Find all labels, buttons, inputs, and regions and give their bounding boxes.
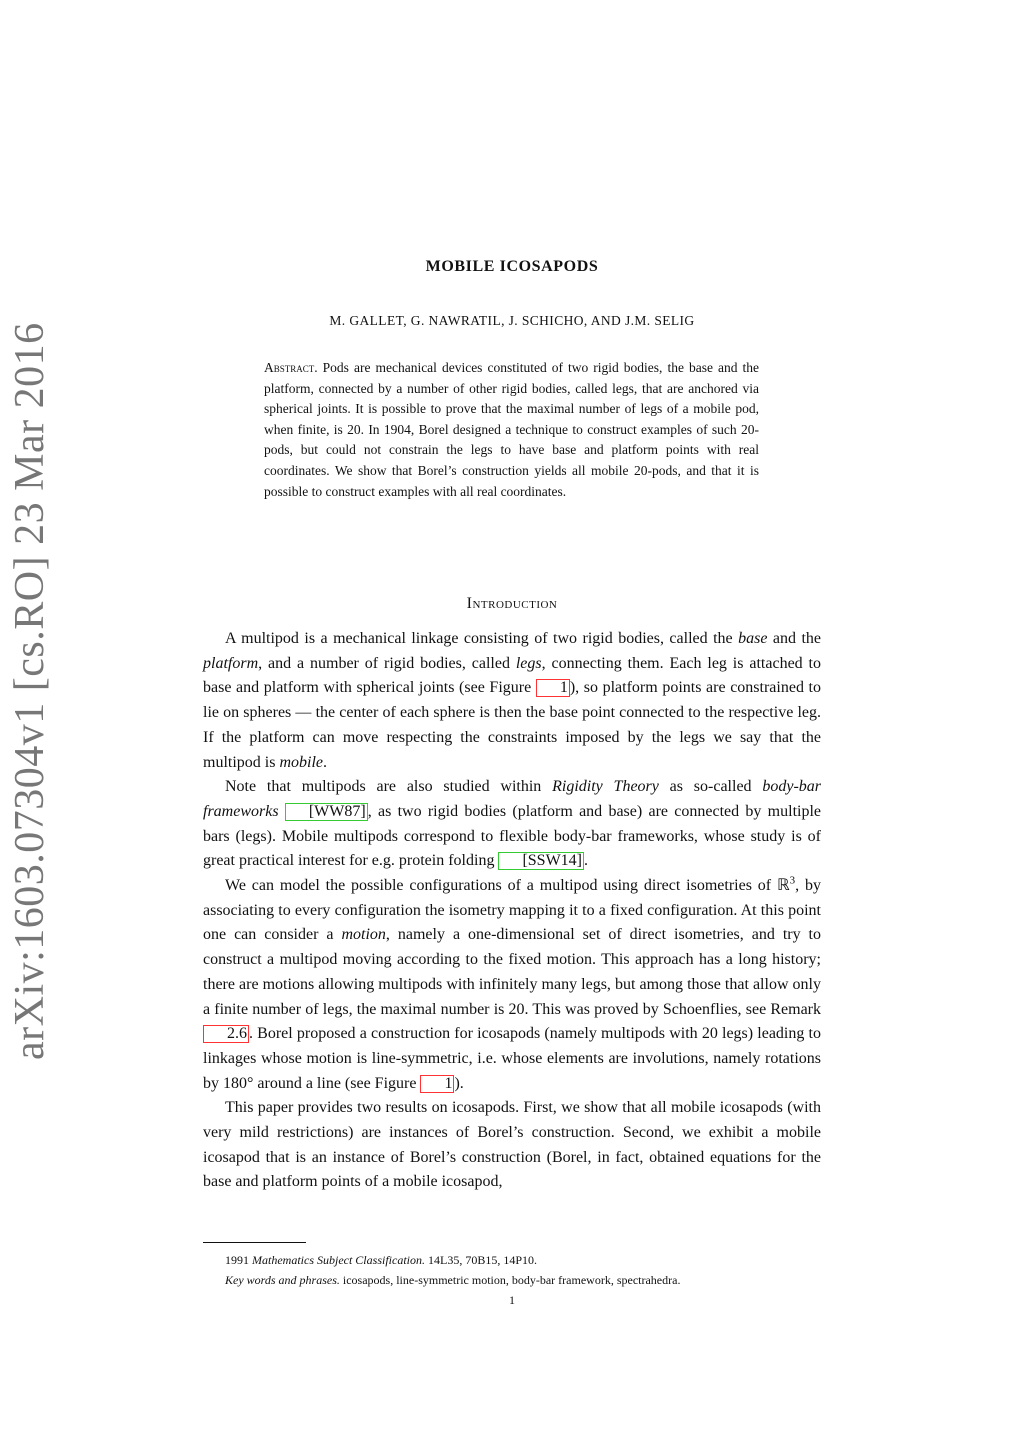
abstract-text: Pods are mechanical devices constituted of two rigid bodies, the base and the platform, connected by a number of other rigid bodies, called legs, that are anchored via spherical joints. It is possible to prove that the maximal number of legs of a mobile pod, when finite, is 20. In 1904, Borel designed a technique to construct examples of such 20-pods, but could not constrain the legs to have base and platform points with real coordinates. We show that Borel’s construction yields all mobile 20-pods, and that it is possible to construct examples with all real coordinates. xyxy=(264,360,759,499)
text-run: . Borel proposed a construction for icosapods (namely multipods with 20 legs) leading to linkages whose motion is line-symmetric, i.e. whose elements are involutions, namely rotations by 180° around a line (see Figure xyxy=(203,1025,821,1092)
abstract xyxy=(264,358,759,502)
paragraph-1 xyxy=(203,627,821,775)
footnote-msc xyxy=(203,1250,821,1270)
text-run: , namely a one-dimensional set of direct isometries, and try to construct a multipod moving according to the fixed motion. This approach has a long history; there are motions allowing multipods with infinitely many legs, but among those that allow only a finite number of legs, the maximal number is 20. This was proved by Schoenflies, see Remark xyxy=(203,926,821,1018)
text-run: and the xyxy=(767,630,821,647)
figure-ref-link[interactable]: 1 xyxy=(420,1075,454,1093)
paragraph-2 xyxy=(203,775,821,874)
text-run: , and a number of rigid bodies, called xyxy=(258,654,516,672)
figure-ref-link[interactable]: 1 xyxy=(536,679,570,697)
term-mobile: mobile xyxy=(279,753,323,771)
text-run: ). xyxy=(454,1074,464,1092)
term-motion: motion xyxy=(341,926,386,944)
text-run: icosapods, line-symmetric motion, body-bar framework, spectrahedra. xyxy=(339,1273,681,1287)
arxiv-identifier: arXiv:1603.07304v1 [cs.RO] 23 Mar 2016 xyxy=(7,322,53,1060)
abstract-label: Abstract. xyxy=(264,360,318,375)
citation-link-ww87[interactable]: [WW87] xyxy=(285,803,368,821)
text-run: ), so platform points are constrained to lie on spheres — the center of each sphere is then the base point connected to the respective leg. If the platform can move respecting the constraints imposed by the legs we say that the multipod is xyxy=(203,679,821,771)
text-run: , as two rigid bodies (platform and base) are connected by multiple bars (legs). Mobile multipods correspond to flexible body-bar frameworks, whose study is of great practical interest for e.g. protein folding xyxy=(203,802,822,870)
paragraph-3 xyxy=(203,874,821,1096)
text-run: . xyxy=(323,753,327,771)
text-run: We can model the possible configurations of a multipod using direct isometries of ℝ xyxy=(225,877,790,895)
paragraph-4: This paper provides two results on icosapods. First, we show that all mobile icosapods (with very mild restrictions) are instances of Borel’s construction. Second, we exhibit a mobile icosapod that is an instance of Borel’s construction (Borel, in fact, obtained equations for the base and platform points of a mobile icosapod, xyxy=(203,1099,821,1191)
term-platform: platform xyxy=(203,654,259,672)
text-run: . xyxy=(584,852,588,870)
text-run: Note that multipods are also studied within xyxy=(225,778,553,796)
term-base: base xyxy=(738,630,768,647)
text-run: 1991 xyxy=(225,1253,252,1267)
citation-link-ssw14[interactable]: [SSW14] xyxy=(498,852,584,870)
text-run: , by associating to every configuration the isometry mapping it to a fixed configuration. At this point one can consider a xyxy=(203,877,822,944)
footnote-label: Key words and phrases. xyxy=(225,1273,340,1287)
footnote-keywords xyxy=(203,1270,821,1290)
author-list: M. GALLET, G. NAWRATIL, J. SCHICHO, AND J.M. SELIG xyxy=(329,313,695,328)
body-text xyxy=(203,627,821,1195)
text-run: 14L35, 70B15, 14P10. xyxy=(424,1253,537,1267)
section-heading-introduction: Introduction xyxy=(466,595,558,612)
term-rigidity-theory: Rigidity Theory xyxy=(552,778,659,796)
term-legs: legs xyxy=(515,654,542,672)
footnote-label: Mathematics Subject Classification. xyxy=(252,1253,425,1267)
text-run: A multipod is a mechanical linkage consisting of two rigid bodies, called the xyxy=(225,630,739,647)
text-run: , connecting them. Each leg is attached to base and platform with spherical joints (see Figure xyxy=(203,654,822,697)
footnote-rule xyxy=(203,1242,306,1243)
paper-title: MOBILE ICOSAPODS xyxy=(425,258,599,275)
page-number: 1 xyxy=(509,1293,515,1307)
footnotes xyxy=(203,1250,821,1290)
remark-ref-link[interactable]: 2.6 xyxy=(203,1025,249,1043)
superscript: 3 xyxy=(789,874,796,887)
term-body-bar-frameworks: body-bar frameworks xyxy=(203,778,821,820)
text-run: as so-called xyxy=(658,778,763,796)
